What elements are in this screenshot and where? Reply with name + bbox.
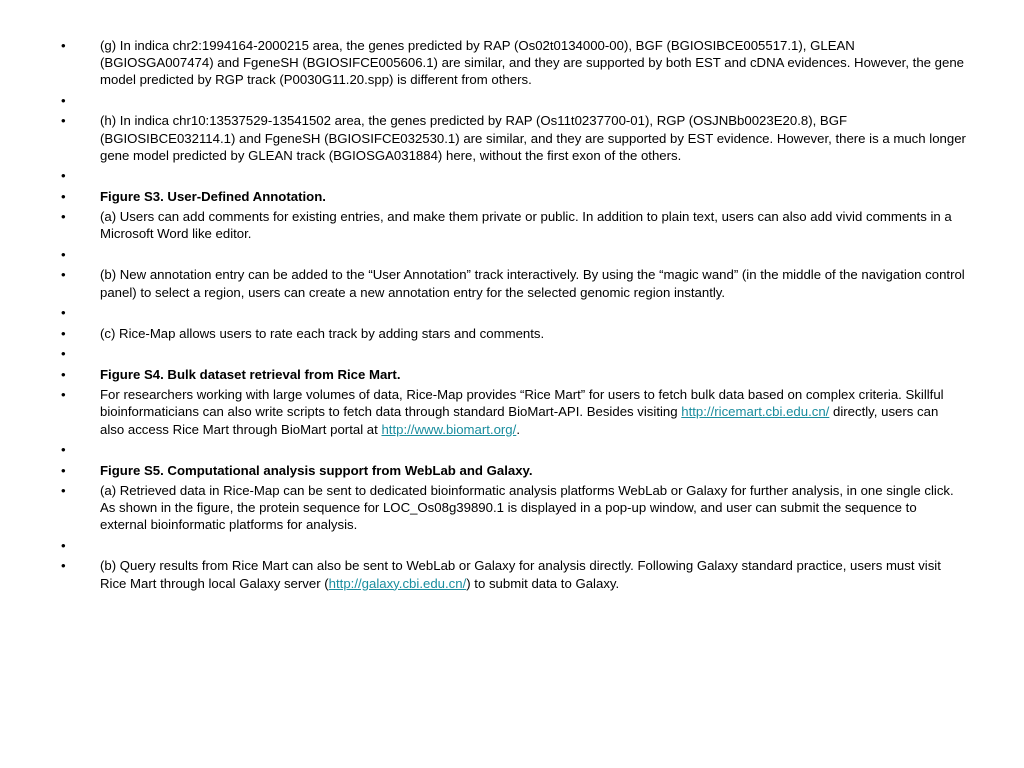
bullet: • xyxy=(61,462,66,478)
list-item-empty xyxy=(0,167,966,184)
galaxy-link[interactable]: http://galaxy.cbi.edu.cn/ xyxy=(328,575,467,591)
list-item-figure-s3-heading xyxy=(0,188,966,205)
bullet: • xyxy=(61,346,66,362)
paragraph-text: (c) Rice-Map allows users to rate each track by adding stars and comments. xyxy=(100,325,545,341)
bullet: • xyxy=(61,305,66,321)
biomart-link[interactable]: http://www.biomart.org/ xyxy=(381,421,517,437)
bullet: • xyxy=(61,113,66,129)
paragraph-text: (b) New annotation entry can be added to the “User Annotation” track interactively. By using the “magic wand” (in the middle of the navigation control panel) to select a region, users can create a new annotation entry for the selected genomic region instantly. xyxy=(100,267,965,300)
bullet: • xyxy=(61,558,66,574)
bullet: • xyxy=(61,188,66,204)
figure-heading: Figure S3. User-Defined Annotation. xyxy=(100,188,326,204)
bullet: • xyxy=(61,209,66,225)
list-item-figure-s5-heading xyxy=(0,462,966,479)
list-item-empty xyxy=(0,537,966,554)
paragraph-text: (a) Retrieved data in Rice-Map can be sent to dedicated bioinformatic analysis platforms WebLab or Galaxy for further analysis, in one single click. As shown in the figure, the protein sequence for LOC_Os08g39890.1 is displayed in a pop-up window, and user can submit the sequence to external bioinformatic platforms for analysis. xyxy=(100,483,954,533)
figure-heading: Figure S5. Computational analysis support from WebLab and Galaxy. xyxy=(100,462,533,478)
bullet: • xyxy=(61,325,66,341)
bullet: • xyxy=(61,92,66,108)
paragraph-text: (g) In indica chr2:1994164-2000215 area, the genes predicted by RAP (Os02t0134000-00), BGF (BGIOSIBCE005517.1), GLEAN (BGIOSGA007474) and FgeneSH (BGIOSIFCE005606.1) are similar, and they are supported by both EST and cDNA evidences. However, the gene model predicted by RGP track (P0030G11.20.spp) is different from others. xyxy=(100,38,965,88)
bullet: • xyxy=(61,366,66,382)
bullet: • xyxy=(61,267,66,283)
list-item-h xyxy=(0,112,966,164)
list-item-empty xyxy=(0,92,966,109)
list-item-s3-b xyxy=(0,266,966,300)
paragraph-text: For researchers working with large volumes of data, Rice-Map provides “Rice Mart” for users to fetch bulk data based on complex criteria. Skillful bioinformaticians can also write scripts to fetch data through standard BioMart-API. Besides visiting xyxy=(100,387,944,420)
paragraph-text: ) to submit data to Galaxy. xyxy=(466,575,620,591)
list-item-empty xyxy=(0,304,966,321)
list-item-s3-c xyxy=(0,325,966,342)
paragraph-text: directly, users can also access Rice Mart through BioMart portal at xyxy=(100,404,939,437)
paragraph-text: . xyxy=(516,421,520,437)
bullet: • xyxy=(61,483,66,499)
bullet: • xyxy=(61,442,66,458)
bullet: • xyxy=(61,387,66,403)
bullet: • xyxy=(61,246,66,262)
figure-heading: Figure S4. Bulk dataset retrieval from Rice Mart. xyxy=(100,366,401,382)
list-item-figure-s4-heading xyxy=(0,366,966,383)
bullet: • xyxy=(61,38,66,53)
ricemart-link[interactable]: http://ricemart.cbi.edu.cn/ xyxy=(681,404,830,420)
bullet: • xyxy=(61,537,66,553)
paragraph-text: (a) Users can add comments for existing entries, and make them private or public. In addition to plain text, users can also add vivid comments in a Microsoft Word like editor. xyxy=(100,209,952,242)
paragraph-text: (b) Query results from Rice Mart can also be sent to WebLab or Galaxy for analysis directly. Following Galaxy standard practice, users must visit Rice Mart through local Galaxy server ( xyxy=(100,558,941,591)
list-item-s3-a xyxy=(0,208,966,242)
paragraph-text: (h) In indica chr10:13537529-13541502 area, the genes predicted by RAP (Os11t0237700-01), RGP (OSJNBb0023E20.8), BGF (BGIOSIBCE032114.1) and FgeneSH (BGIOSIFCE032530.1) are similar, and they are supported by EST evidence. However, there is a much longer gene model predicted by GLEAN track (BGIOSGA031884) here, without the first exon of the others. xyxy=(100,113,966,163)
bullet: • xyxy=(61,168,66,184)
list-item-s5-b xyxy=(0,557,966,591)
list-item-s4-body xyxy=(0,386,966,438)
document-body xyxy=(0,37,1024,595)
list-item-s5-a xyxy=(0,482,966,534)
list-item-empty xyxy=(0,441,966,458)
list-item-empty xyxy=(0,246,966,263)
list-item-g xyxy=(0,37,966,89)
list-item-empty xyxy=(0,345,966,362)
